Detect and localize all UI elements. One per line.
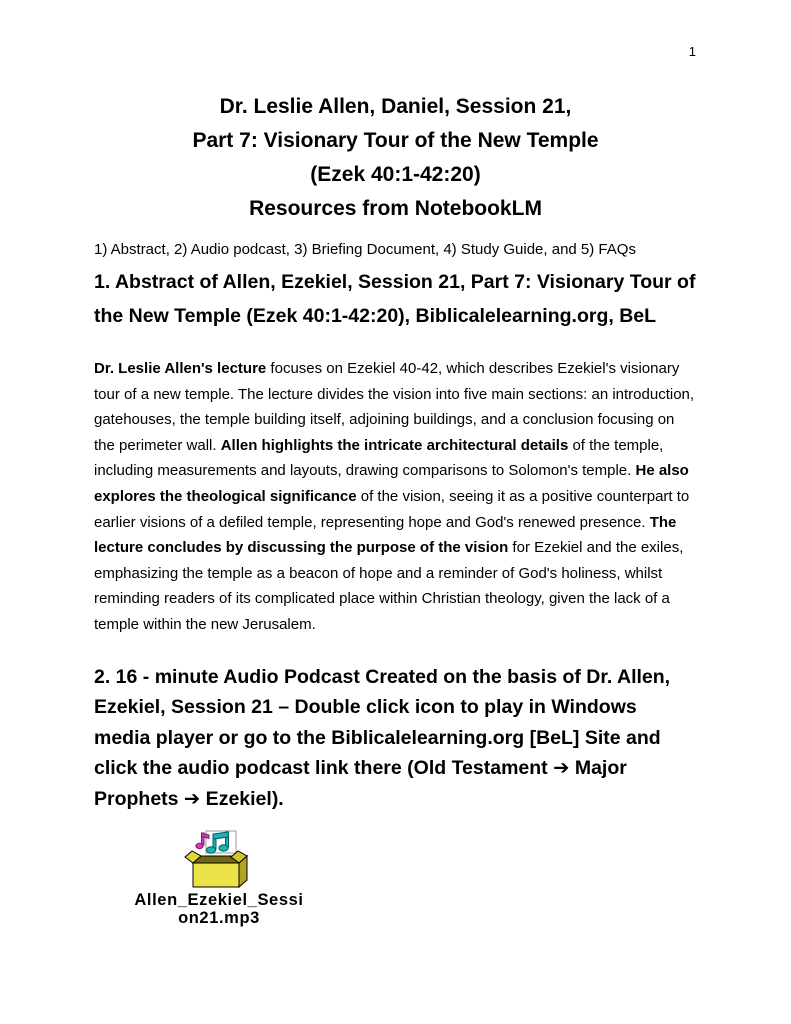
page-number: 1 [688,44,696,59]
document-title [94,90,697,226]
audio-file-object[interactable] [106,828,332,927]
section2-heading: 2. 16 - minute Audio Podcast Created on the basis of Dr. Allen, Ezekiel, Session 21 – Double click icon to play in Windows media player or go to the Biblicalelearning.org [BeL] Site and click the audio podcast link there (Old Testament ➔ Major Prophets ➔ Ezekiel). [94,665,671,810]
audio-caption-line-1: Allen_Ezekiel_Sessi [134,891,304,910]
title-line-4: Resources from NotebookLM [249,197,542,220]
audio-caption-line-2: on21.mp3 [178,908,260,927]
resources-list-line: 1) Abstract, 2) Audio podcast, 3) Briefing Document, 4) Study Guide, and 5) FAQs [94,241,636,258]
section1-heading: 1. Abstract of Allen, Ezekiel, Session 21, Part 7: Visionary Tour of the New Temple (Ezek 40:1-42:20), Biblicalelearning.org, BeL [94,271,696,327]
audio-file-caption [134,892,303,927]
audio-icon-graphic [182,828,256,890]
title-line-1: Dr. Leslie Allen, Daniel, Session 21, [219,95,572,118]
title-line-2: Part 7: Visionary Tour of the New Temple [192,129,599,152]
audio-file-icon[interactable] [182,828,256,890]
abstract-paragraph: Dr. Leslie Allen's lecture focuses on Ezekiel 40-42, which describes Ezekiel's visionary tour of a new temple. The lecture divides the vision into five main sections: an introduction, gatehouses, the temple building itself, adjoining buildings, and a conclusion focusing on the perimeter wall. Allen highlights the intricate architectural details of the temple, including measurements and layouts, drawing comparisons to Solomon's temple. He also explores the theological significance of the vision, seeing it as a positive counterpart to earlier visions of a defiled temple, representing hope and God's renewed presence. The lecture concludes by discussing the purpose of the vision for Ezekiel and the exiles, emphasizing the temple as a beacon of hope and a reminder of God's holiness, whilst reminding readers of its complicated place within Christian theology, given the lack of a temple within the new Jerusalem. [94,360,695,633]
title-line-3: (Ezek 40:1-42:20) [310,163,481,186]
